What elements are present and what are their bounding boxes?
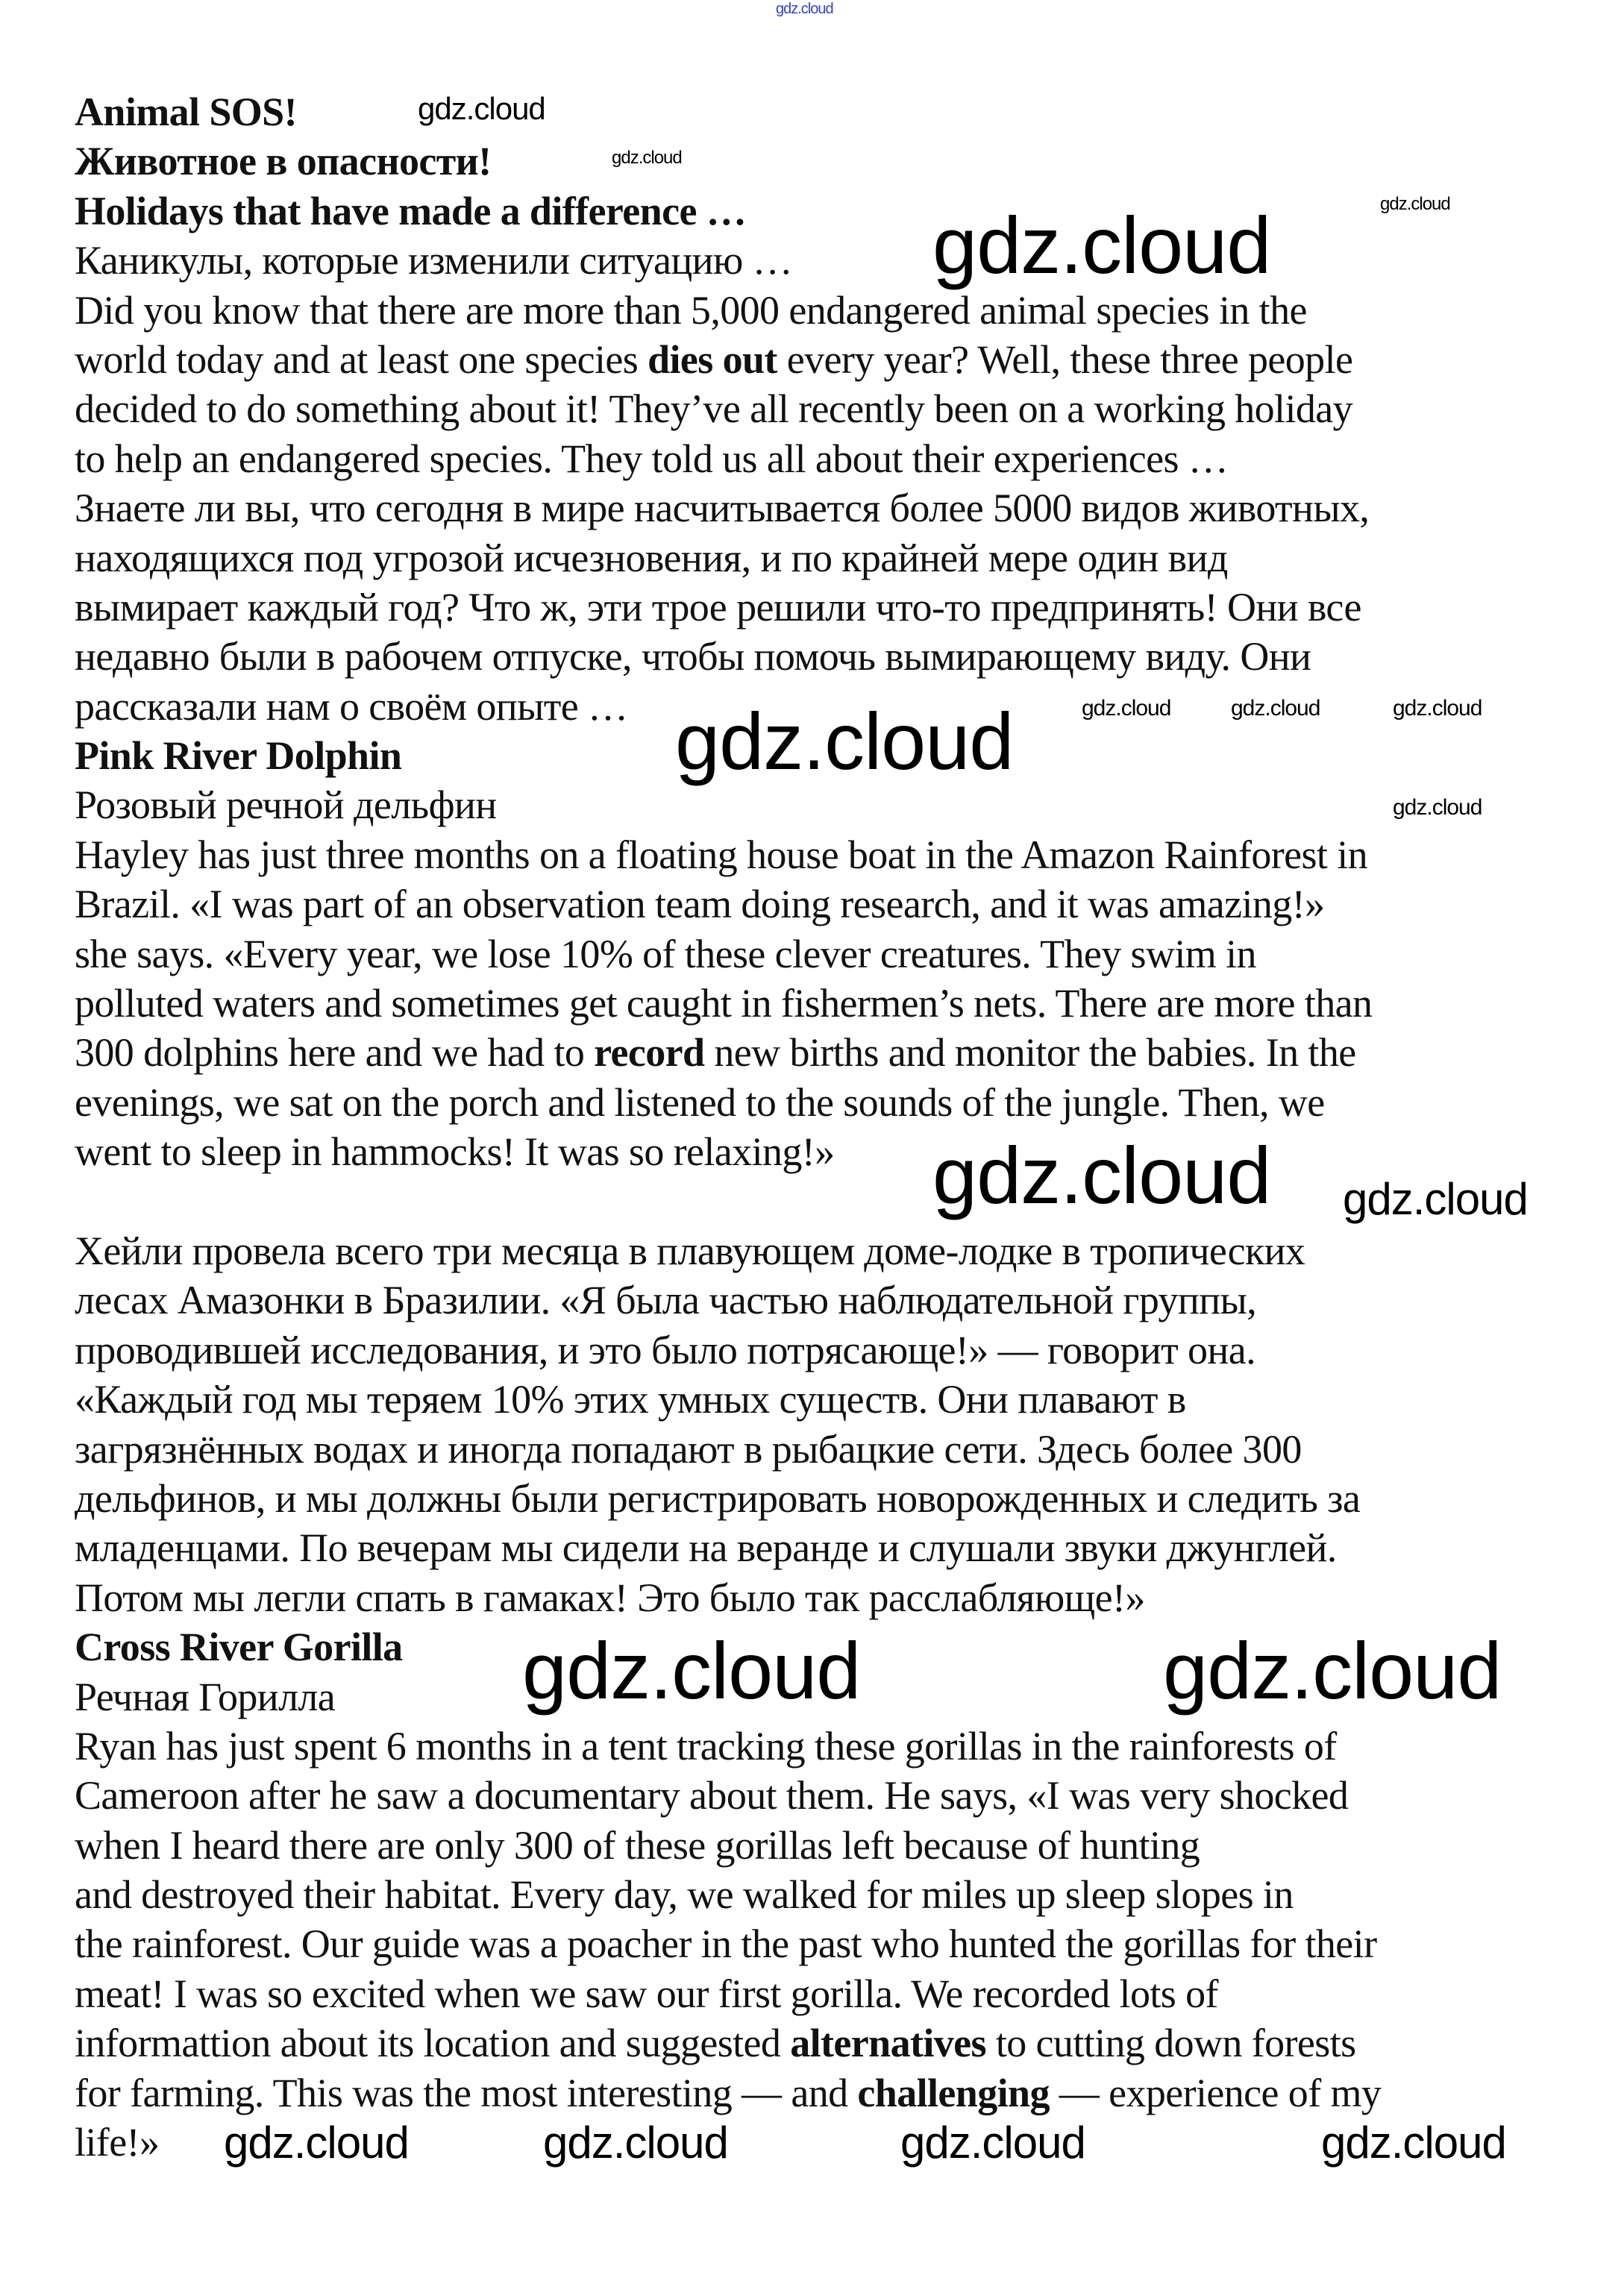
text-line [75, 1375, 1186, 1424]
text-segment: every year? Well, these three people [777, 336, 1353, 382]
text-line [75, 286, 1307, 335]
text-line [75, 583, 1361, 632]
text-line [75, 384, 1352, 433]
bold-text: dies out [648, 336, 777, 382]
text-segment: evenings, we sat on the porch and listened to the sounds of the jungle. Then, we [75, 1079, 1325, 1125]
text-segment: Розовый речной дельфин [75, 782, 497, 828]
text-line [75, 1821, 1200, 1870]
text-line [75, 1425, 1302, 1474]
text-line [75, 2018, 1356, 2068]
watermark: gdz.cloud [224, 2118, 409, 2168]
text-line [75, 2068, 1381, 2118]
bold-text: Pink River Dolphin [75, 733, 402, 779]
watermark: gdz.cloud [932, 200, 1271, 290]
text-segment: младенцами. По вечерам мы сидели на веранде и слушали звуки джунглей. [75, 1525, 1337, 1571]
text-line [75, 1275, 1256, 1325]
watermark: gdz.cloud [1163, 1625, 1502, 1716]
text-segment: she says. «Every year, we lose 10% of these clever creatures. They swim in [75, 931, 1256, 976]
watermark: gdz.cloud [1231, 696, 1320, 721]
watermark: gdz.cloud [522, 1625, 861, 1716]
text-line [75, 87, 297, 136]
text-line [75, 979, 1372, 1028]
text-line [75, 533, 1228, 583]
document-body [75, 87, 1381, 2167]
text-segment: Did you know that there are more than 5,000 endangered animal species in the [75, 287, 1307, 333]
text-segment: 300 dolphins here and we had to [75, 1030, 595, 1076]
text-line [75, 879, 1325, 929]
text-line [75, 731, 401, 780]
bold-text: Животное в опасности! [75, 139, 492, 184]
text-segment: for farming. This was the most interesting — and [75, 2070, 858, 2115]
text-segment: лесах Амазонки в Бразилии. «Я была частью наблюдательной группы, [75, 1278, 1257, 1323]
text-line [75, 335, 1352, 384]
watermark: gdz.cloud [418, 91, 545, 126]
watermark: gdz.cloud [1082, 696, 1171, 721]
watermark: gdz.cloud [900, 2118, 1085, 2168]
watermark: gdz.cloud [1393, 696, 1482, 721]
text-line [75, 780, 497, 829]
text-segment: polluted waters and sometimes get caught in fishermen’s nets. There are more than [75, 981, 1373, 1026]
text-segment: went to sleep in hammocks! It was so relaxing!» [75, 1129, 835, 1175]
text-line [75, 1672, 335, 1722]
text-line [75, 1573, 1145, 1622]
text-line [75, 1771, 1348, 1820]
text-line [75, 632, 1311, 681]
text-line [75, 1078, 1325, 1127]
text-segment: — experience of my [1049, 2070, 1382, 2115]
text-segment: находящихся под угрозой исчезновения, и по крайней мере один вид [75, 535, 1228, 580]
text-segment: загрязнённых водах и иногда попадают в рыбацкие сети. Здесь более 300 [75, 1426, 1302, 1472]
text-segment: Ryan has just spent 6 months in a tent tracking these gorillas in the rainforests of [75, 1723, 1337, 1769]
watermark: gdz.cloud [543, 2118, 728, 2168]
watermark: gdz.cloud [776, 1, 833, 17]
text-line [75, 1622, 403, 1672]
text-segment: Каникулы, которые изменили ситуацию … [75, 238, 793, 283]
text-line [75, 136, 492, 186]
watermark: gdz.cloud [1343, 1174, 1528, 1224]
text-line [75, 830, 1367, 879]
text-segment: рассказали нам о своём опыте … [75, 683, 628, 729]
text-line [75, 1523, 1337, 1572]
text-segment: проводившей исследования, и это было потрясающе!» — говорит она. [75, 1327, 1255, 1372]
text-segment: дельфинов, и мы должны были регистрировать новорожденных и следить за [75, 1475, 1361, 1521]
text-segment: world today and at least one species [75, 336, 648, 382]
bold-text: record [594, 1030, 705, 1076]
text-segment: вымирает каждый год? Что ж, эти трое решили что-то предпринять! Они все [75, 584, 1361, 630]
bold-text: challenging [857, 2070, 1050, 2115]
watermark: gdz.cloud [1321, 2118, 1506, 2168]
text-segment: «Каждый год мы теряем 10% этих умных существ. Они плавают в [75, 1377, 1186, 1422]
text-segment: Hayley has just three months on a floating house boat in the Amazon Rainforest in [75, 832, 1368, 877]
watermark: gdz.cloud [932, 1130, 1271, 1220]
text-line [75, 1919, 1376, 1968]
bold-text: Animal SOS! [75, 90, 297, 134]
text-segment: Cameroon after he saw a documentary about them. He says, «I was very shocked [75, 1773, 1349, 1818]
text-segment: decided to do something about it! They’ve all recently been on a working holiday [75, 386, 1353, 432]
text-segment: informattion about its location and suggested [75, 2021, 791, 2066]
text-segment: to help an endangered species. They told us all about their experiences … [75, 436, 1229, 481]
text-line [75, 929, 1256, 979]
watermark: gdz.cloud [1380, 194, 1450, 214]
text-segment: Хейли провела всего три месяца в плавующем доме-лодке в тропических [75, 1228, 1305, 1273]
watermark: gdz.cloud [1393, 795, 1482, 820]
text-segment: when I heard there are only 300 of these gorillas left because of hunting [75, 1822, 1200, 1868]
text-line [75, 236, 792, 285]
watermark: gdz.cloud [675, 696, 1014, 786]
text-line [75, 483, 1369, 533]
text-line [75, 1870, 1294, 1919]
watermark: gdz.cloud [612, 148, 682, 168]
text-line [75, 434, 1228, 483]
text-segment: and destroyed their habitat. Every day, we walked for miles up sleep slopes in [75, 1872, 1294, 1918]
text-segment: meat! I was so excited when we saw our first gorilla. We recorded lots of [75, 1971, 1218, 2016]
text-segment: new births and monitor the babies. In the [704, 1030, 1356, 1076]
text-segment: Brazil. «I was part of an observation team doing research, and it was amazing!» [75, 882, 1325, 927]
text-line [75, 1127, 835, 1176]
text-line [75, 1028, 1356, 1077]
text-line [75, 1474, 1360, 1523]
text-segment: life!» [75, 2120, 160, 2165]
text-segment: Знаете ли вы, что сегодня в мире насчитывается более 5000 видов животных, [75, 486, 1370, 531]
text-segment: Потом мы легли спать в гамаках! Это было так расслабляюще!» [75, 1575, 1145, 1620]
text-line [75, 682, 627, 731]
text-line [75, 1969, 1218, 2018]
text-line [75, 1722, 1337, 1771]
text-segment: Речная Горилла [75, 1674, 336, 1719]
bold-text: Holidays that have made a difference … [75, 188, 747, 233]
text-segment: to cutting down forests [985, 2021, 1356, 2066]
text-segment: the rainforest. Our guide was a poacher in the past who hunted the gorillas for their [75, 1921, 1377, 1967]
text-line [75, 2118, 159, 2167]
text-line [75, 1226, 1305, 1275]
text-segment: недавно были в рабочем отпуске, чтобы помочь вымирающему виду. Они [75, 634, 1311, 680]
bold-text: alternatives [790, 2021, 986, 2066]
bold-text: Cross River Gorilla [75, 1625, 403, 1670]
text-line [75, 186, 746, 236]
text-line [75, 1325, 1255, 1375]
